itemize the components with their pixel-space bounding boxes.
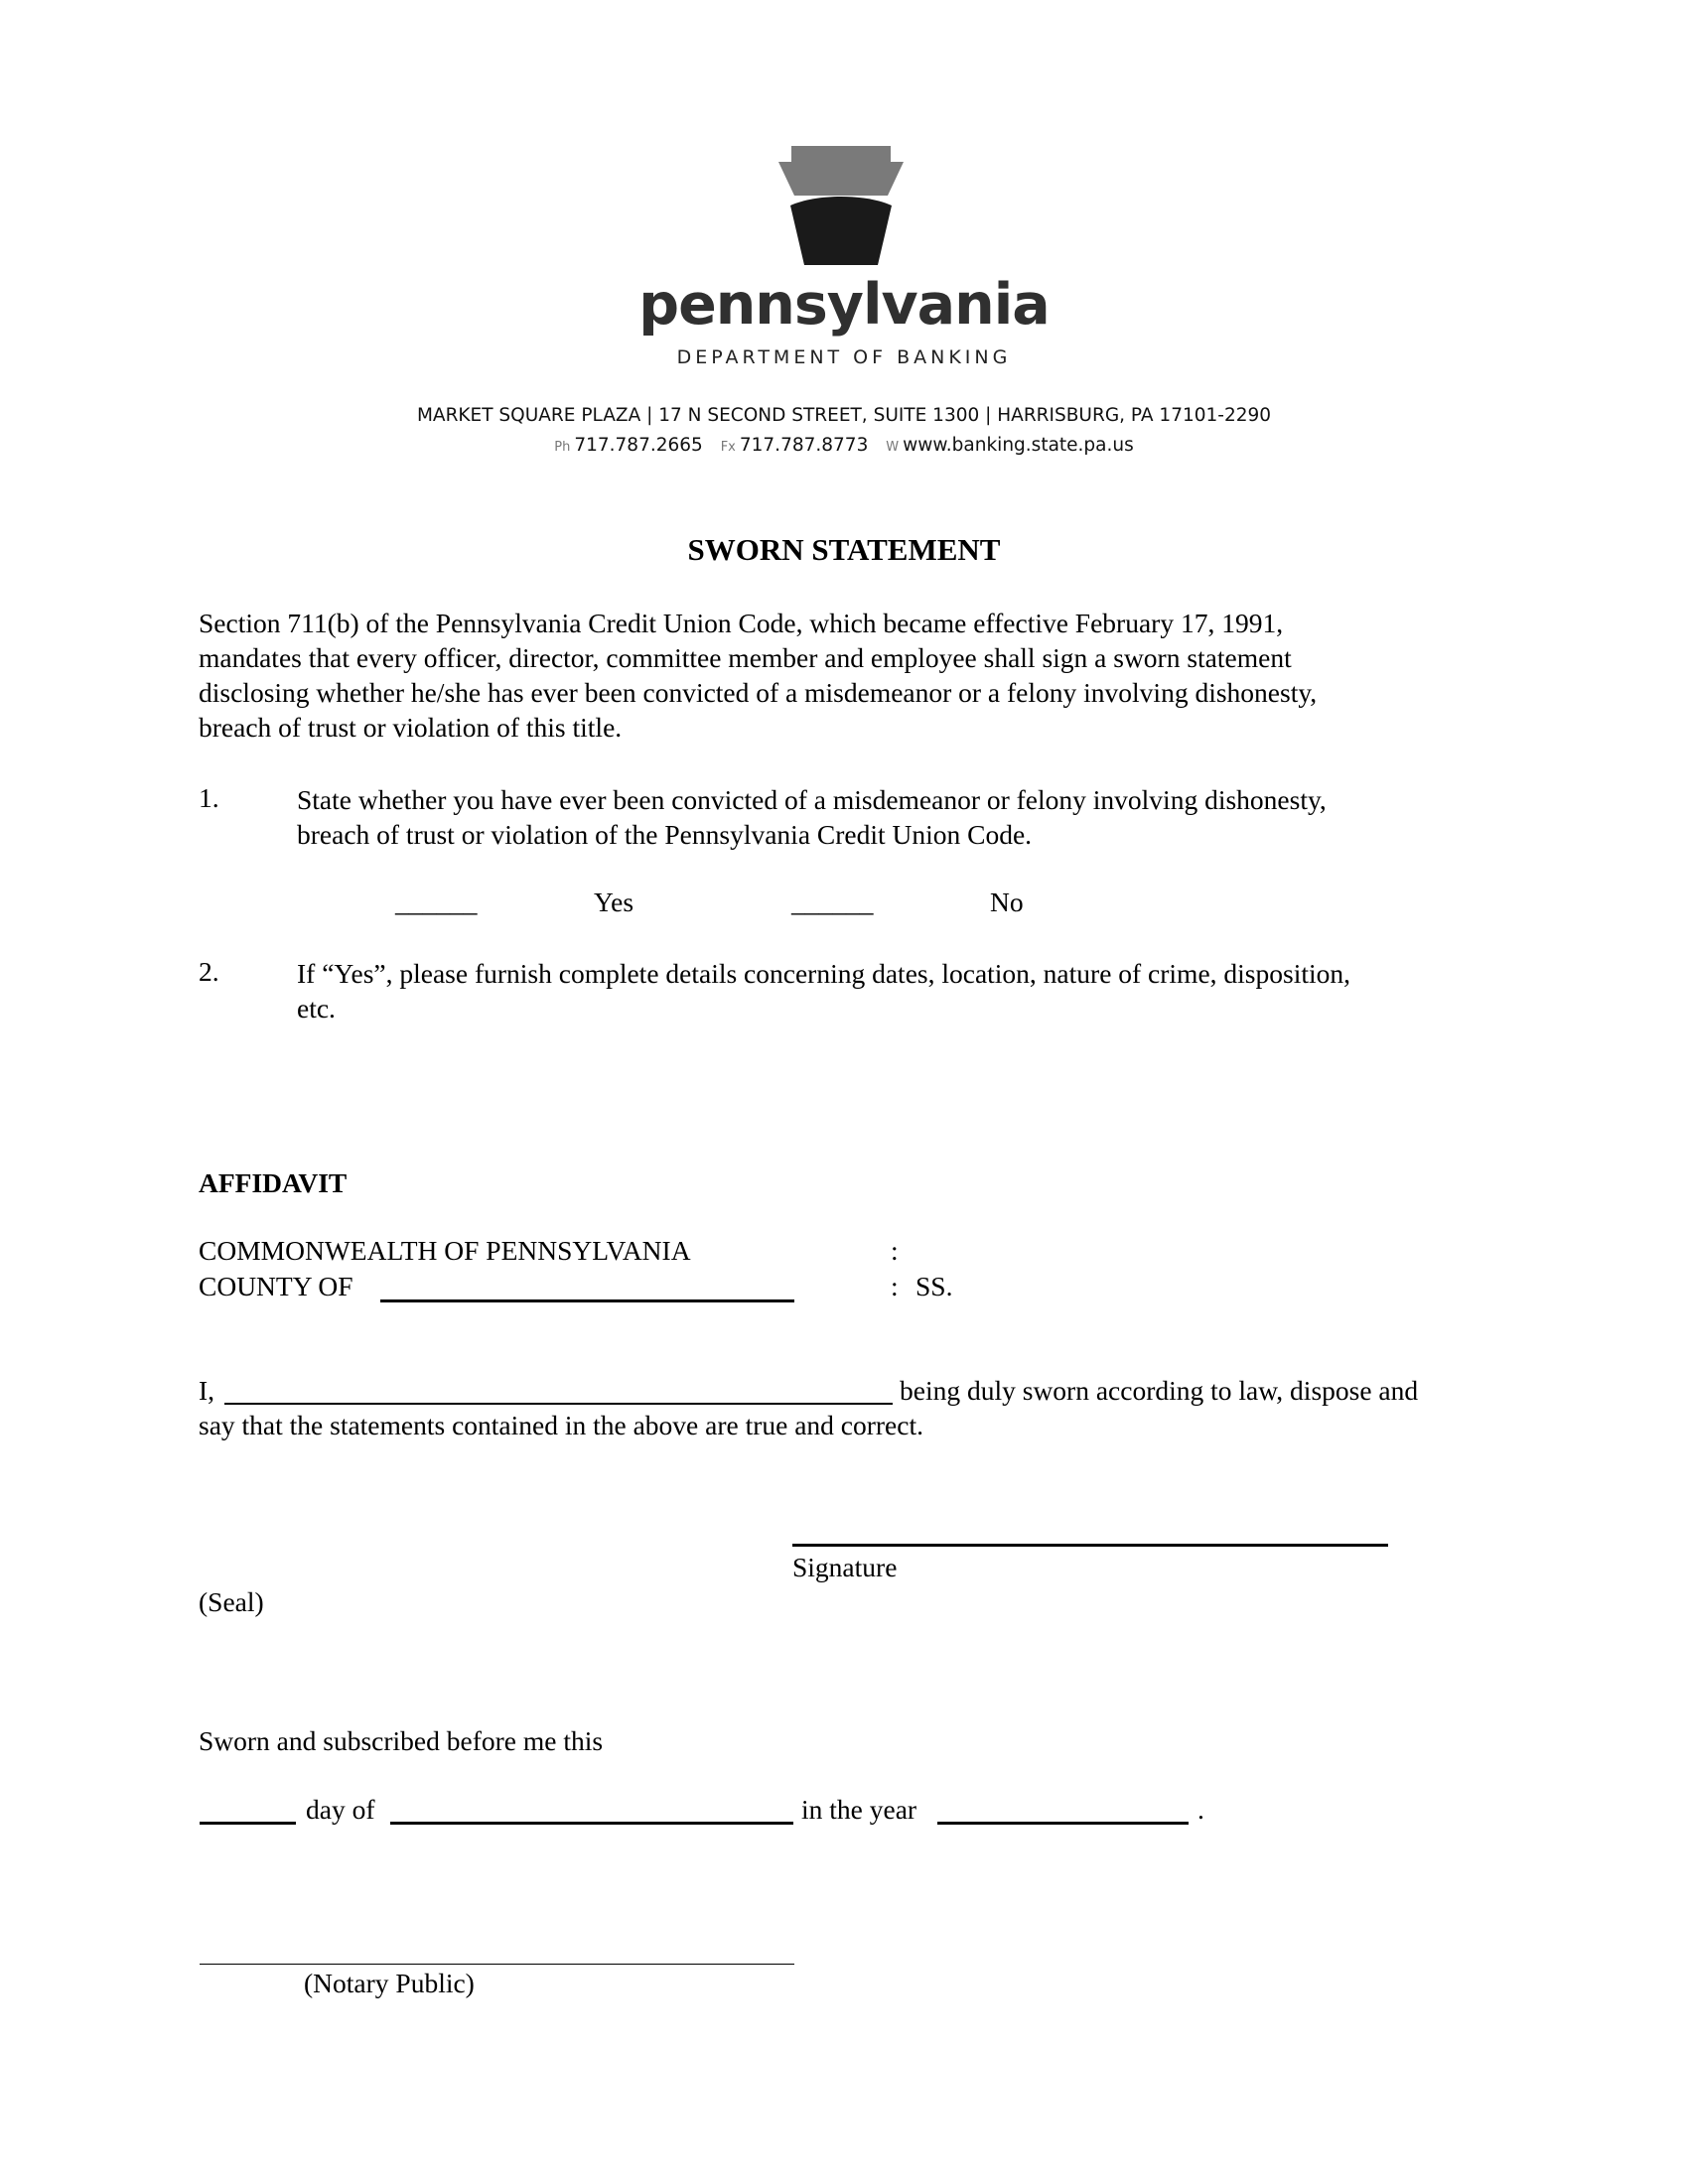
intro-line: mandates that every officer, director, committee member and employee shall sign a sworn statement <box>199 642 1292 673</box>
intro-line: breach of trust or violation of this title. <box>199 712 623 743</box>
seal-label: (Seal) <box>199 1586 264 1617</box>
affidavit-heading: AFFIDAVIT <box>199 1167 348 1198</box>
website-link[interactable]: www.banking.state.pa.us <box>903 435 1134 456</box>
no-label: No <box>990 887 1024 917</box>
intro-paragraph <box>199 606 1317 745</box>
phone-prefix: Ph <box>554 440 571 455</box>
intro-line: Section 711(b) of the Pennsylvania Credit Union Code, which became effective February 17, 1991, <box>199 608 1284 638</box>
commonwealth-label: COMMONWEALTH OF PENNSYLVANIA <box>199 1235 691 1266</box>
question-2-number: 2. <box>199 956 219 987</box>
in-the-year-label: in the year <box>801 1794 917 1825</box>
i-prefix: I, <box>199 1375 215 1406</box>
county-label: COUNTY OF <box>199 1271 353 1301</box>
day-of-label: day of <box>306 1794 375 1825</box>
question-2-line: etc. <box>297 993 336 1024</box>
question-1-line: breach of trust or violation of the Pennsylvania Credit Union Code. <box>297 819 1033 850</box>
sworn-line-1-suffix: being duly sworn according to law, dispose and <box>900 1375 1419 1406</box>
keystone-logo-icon <box>776 144 906 273</box>
sworn-line-2: say that the statements contained in the above are true and correct. <box>199 1410 923 1440</box>
year-input-line[interactable] <box>937 1822 1189 1825</box>
yes-blank[interactable]: ______ <box>395 887 478 917</box>
signature-label: Signature <box>792 1552 898 1582</box>
county-input-line[interactable] <box>380 1299 794 1302</box>
name-input-line[interactable] <box>224 1403 893 1405</box>
web-prefix: W <box>886 440 900 455</box>
subscribed-label: Sworn and subscribed before me this <box>199 1725 604 1756</box>
question-2-line: If “Yes”, please furnish complete details concerning dates, location, nature of crime, disposition, <box>297 958 1350 989</box>
notary-signature-line[interactable] <box>200 1964 794 1965</box>
notary-label: (Notary Public) <box>304 1968 475 1998</box>
fax-prefix: Fx <box>720 440 736 455</box>
question-1-text <box>297 782 1327 852</box>
department-name: DEPARTMENT OF BANKING <box>676 346 1012 368</box>
question-1-line: State whether you have ever been convicted of a misdemeanor or felony involving dishonesty, <box>297 784 1327 815</box>
month-input-line[interactable] <box>390 1822 793 1825</box>
ss-label: SS. <box>915 1271 953 1301</box>
intro-line: disclosing whether he/she has ever been convicted of a misdemeanor or a felony involving dishonesty, <box>199 677 1318 708</box>
logo-wordmark: pennsylvania <box>638 272 1050 338</box>
address-line: MARKET SQUARE PLAZA | 17 N SECOND STREET, SUITE 1300 | HARRISBURG, PA 17101-2290 <box>416 405 1272 426</box>
period: . <box>1197 1794 1204 1825</box>
colon-2: : <box>891 1271 899 1301</box>
no-blank[interactable]: ______ <box>791 887 874 917</box>
contact-line <box>0 435 1688 456</box>
yes-label: Yes <box>594 887 634 917</box>
question-1-number: 1. <box>199 782 219 813</box>
question-2-text <box>297 956 1350 1025</box>
colon-1: : <box>891 1235 899 1266</box>
fax-number: 717.787.8773 <box>739 435 869 456</box>
day-input-line[interactable] <box>200 1822 296 1825</box>
phone-number: 717.787.2665 <box>574 435 703 456</box>
signature-input-line[interactable] <box>792 1544 1388 1547</box>
document-title: SWORN STATEMENT <box>687 532 1001 567</box>
